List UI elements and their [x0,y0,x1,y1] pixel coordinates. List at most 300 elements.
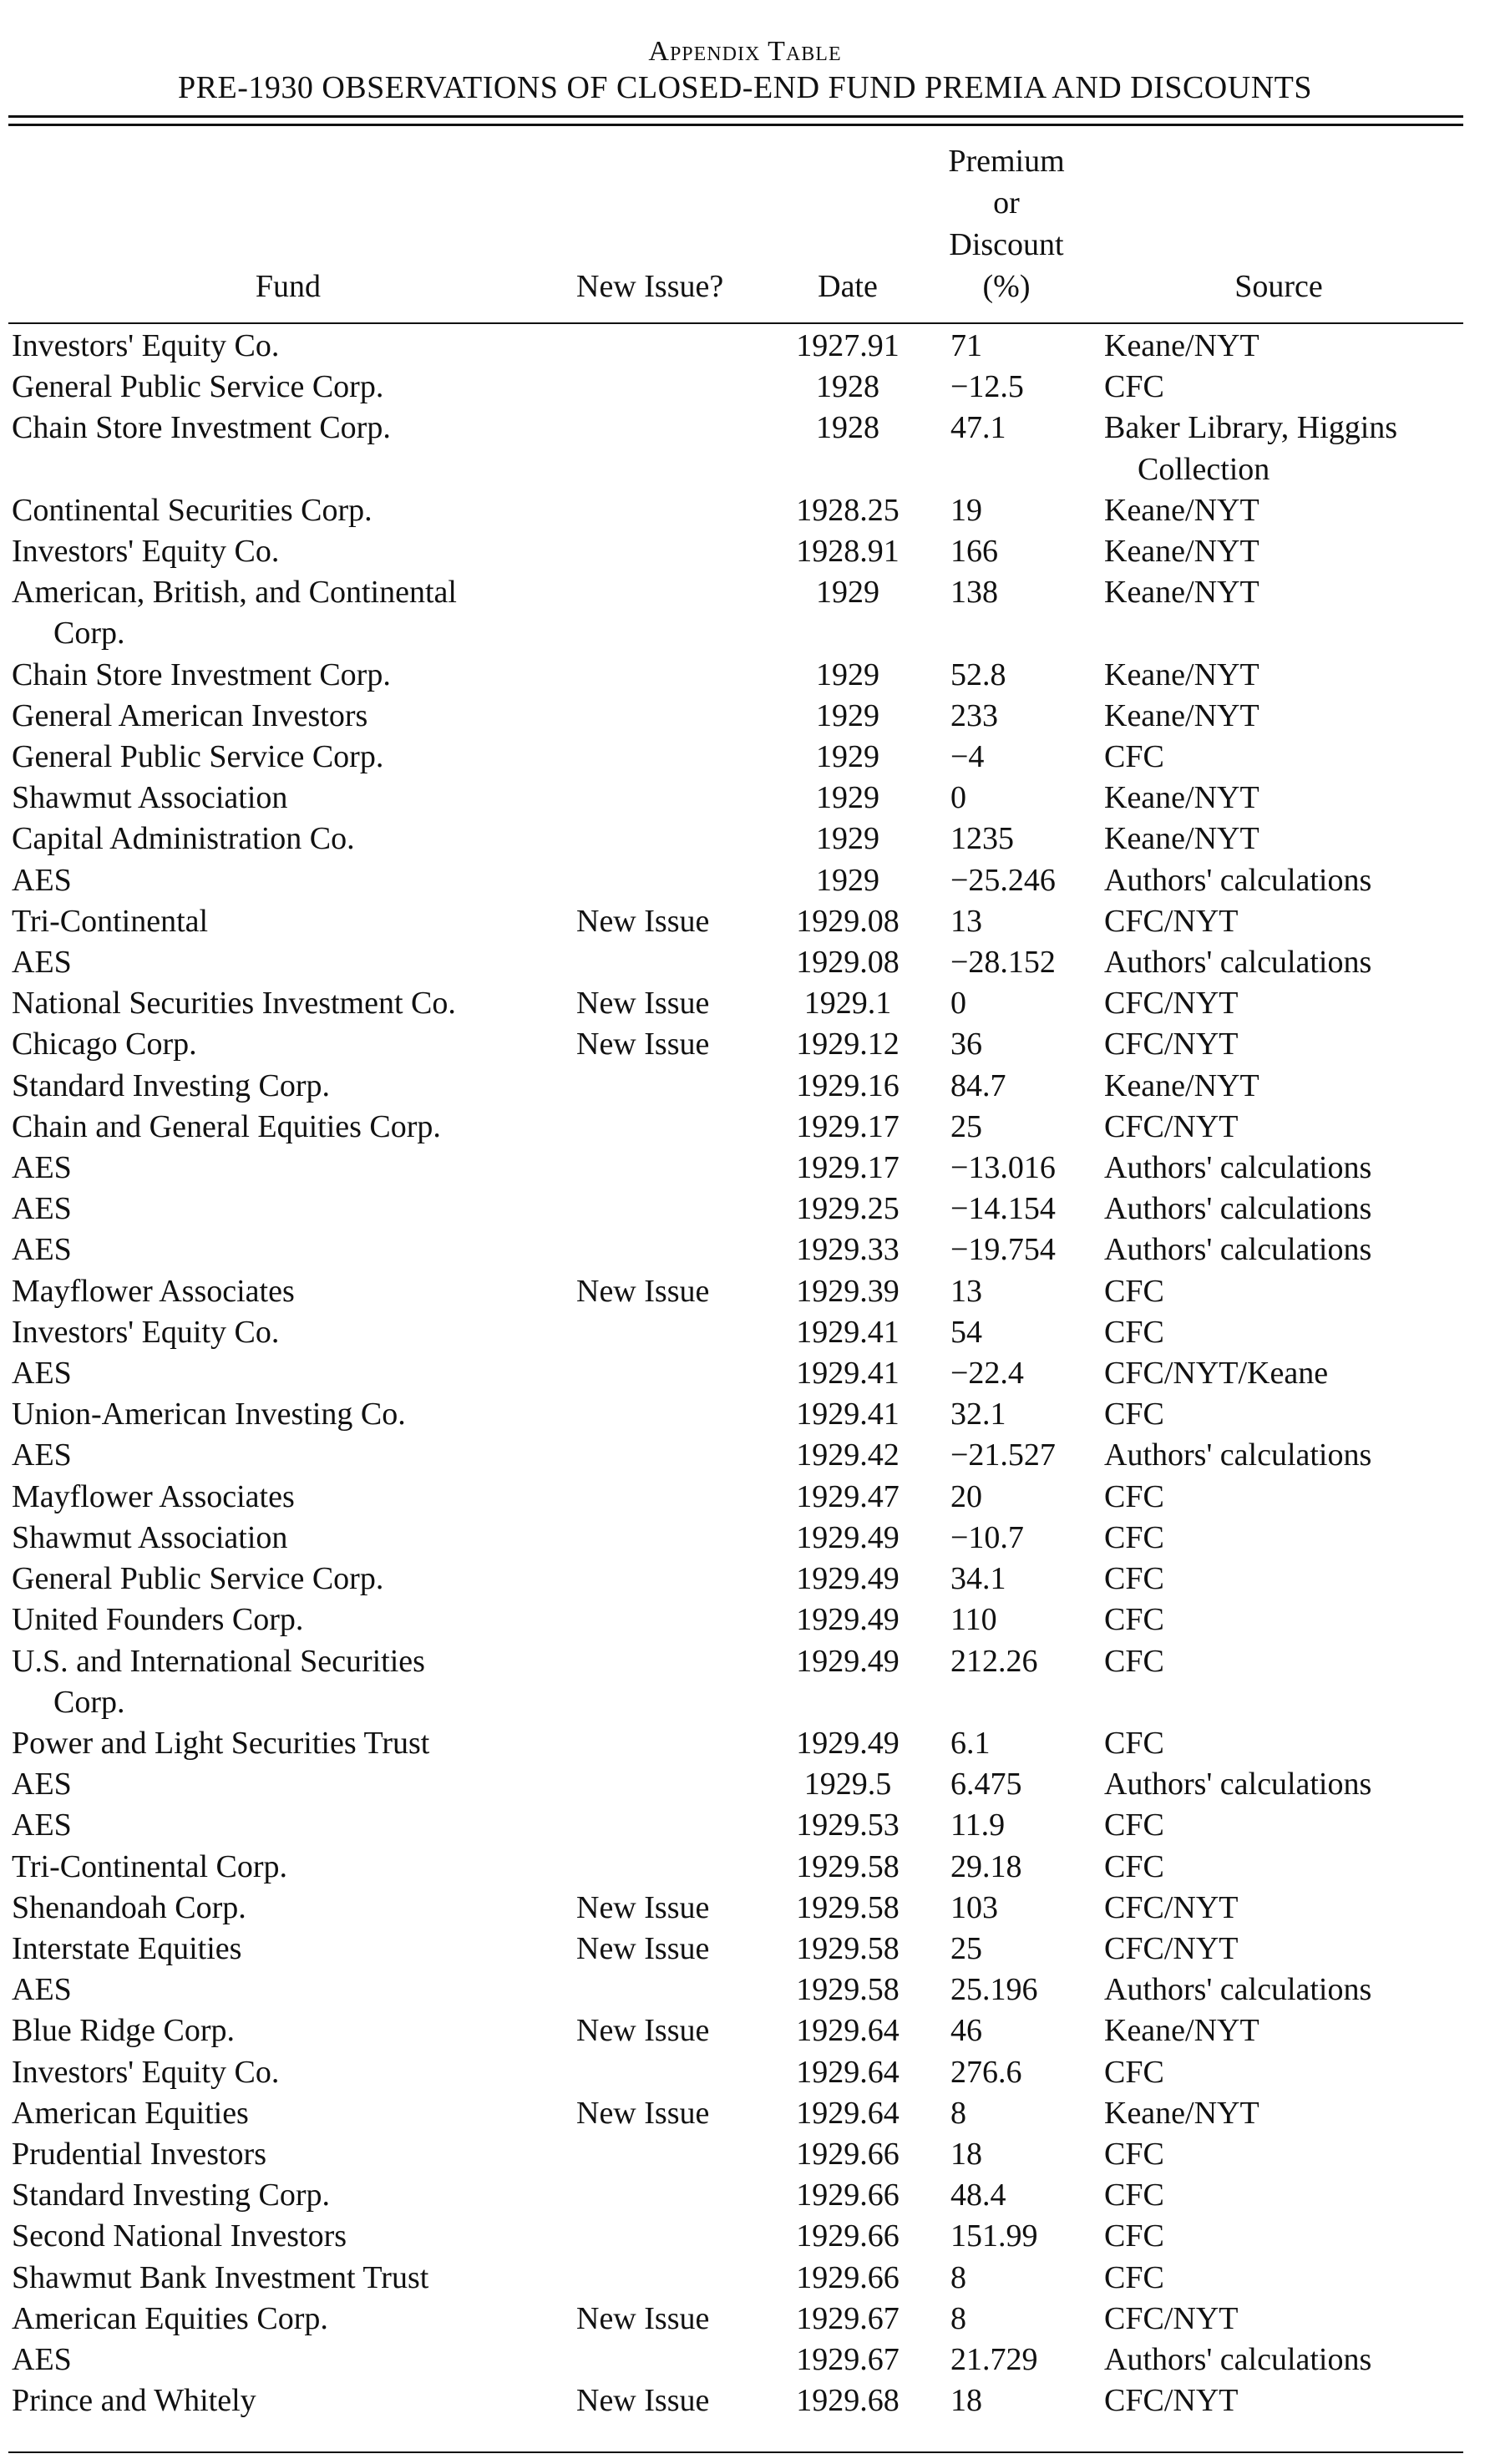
cell-premium: 18 [950,2383,982,2419]
cell-date: 1929 [816,697,879,733]
cell-source [1094,696,1463,737]
table-row [8,1929,1463,1970]
source-text: CFC [1104,2218,1164,2254]
cell-date: 1929.42 [796,1437,900,1473]
cell-premium: 138 [950,575,998,611]
cell-new-issue [568,819,777,859]
cell-date: 1929.41 [796,1356,900,1392]
cell-premium: 13 [950,903,982,939]
cell-date: 1929.49 [796,1561,900,1597]
fund-name: AES [12,1191,72,1227]
source-text: Authors' calculations [1104,1972,1372,2008]
cell-fund [8,2258,568,2299]
fund-name-continuation: Corp. [53,616,125,651]
cell-fund [8,942,568,983]
cell-new-issue [568,1641,777,1723]
cell-date: 1929.1 [803,986,892,1022]
cell-date: 1929.66 [796,2259,900,2295]
source-text: CFC/NYT [1104,1930,1239,1966]
cell-source [1094,2380,1463,2421]
cell-new-issue [568,2216,777,2257]
cell-date: 1929.49 [796,1602,900,1638]
fund-premia-table [8,140,1463,2421]
cell-fund [8,778,568,819]
fund-name: Mayflower Associates [12,1273,295,1309]
cell-fund [8,1394,568,1435]
source-text: CFC [1104,1643,1164,1679]
table-row [8,2216,1463,2257]
cell-source [1094,1847,1463,1888]
cell-fund [8,1559,568,1600]
table-row [8,1970,1463,2010]
source-text: CFC [1104,1314,1164,1350]
cell-premium: 32.1 [950,1397,1006,1432]
cell-date: 1929 [816,657,879,692]
cell-date: 1929 [816,739,879,775]
cell-date: 1928.91 [796,534,900,570]
cell-fund [8,1805,568,1846]
fund-name: Prince and Whitely [12,2383,256,2419]
fund-name: United Founders Corp. [12,1602,304,1638]
cell-new-issue [568,778,777,819]
header-date: Date [818,269,878,304]
fund-name: Shawmut Bank Investment Trust [12,2259,429,2295]
source-text: Authors' calculations [1104,945,1372,981]
cell-fund [8,1477,568,1518]
cell-date: 1929.49 [796,1519,900,1555]
bottom-rule [8,2451,1463,2453]
fund-name: General Public Service Corp. [12,739,384,775]
source-text: CFC [1104,1725,1164,1761]
fund-name: Interstate Equities [12,1930,242,1966]
cell-source [1094,942,1463,983]
cell-fund [8,1518,568,1559]
source-text: Keane/NYT [1104,492,1259,528]
cell-premium: 6.475 [950,1767,1022,1802]
cell-premium: 46 [950,2013,982,2049]
cell-fund [8,901,568,942]
cell-date: 1929 [816,575,879,611]
fund-name: Standard Investing Corp. [12,2178,331,2213]
source-text: CFC/NYT [1104,2300,1239,2336]
cell-date: 1929.08 [796,903,900,939]
source-text: Authors' calculations [1104,1767,1372,1802]
cell-premium: 54 [950,1314,982,1350]
fund-name: General Public Service Corp. [12,369,384,405]
source-text: Authors' calculations [1104,862,1372,898]
cell-fund [8,819,568,859]
cell-fund [8,1600,568,1640]
cell-source [1094,1723,1463,1764]
cell-new-issue [568,2258,777,2299]
cell-date: 1929 [816,780,879,816]
cell-new-issue [568,942,777,983]
fund-name: General Public Service Corp. [12,1561,384,1597]
cell-new-issue [568,1066,777,1107]
cell-premium: 0 [950,986,966,1022]
header-premium [919,140,1094,316]
cell-date: 1929.41 [796,1314,900,1350]
fund-name: AES [12,1807,72,1843]
table-body [8,316,1463,2421]
cell-premium: 21.729 [950,2341,1038,2377]
cell-source [1094,1066,1463,1107]
table-row [8,1600,1463,1640]
cell-premium: 212.26 [950,1643,1038,1679]
cell-new-issue [568,2134,777,2175]
header-row [8,140,1463,316]
cell-premium: 25 [950,1930,982,1966]
fund-name: Blue Ridge Corp. [12,2013,236,2049]
cell-premium: −22.4 [950,1356,1024,1392]
table-row [8,819,1463,859]
cell-new-issue [568,367,777,408]
cell-premium: 71 [950,328,982,363]
cell-source [1094,1805,1463,1846]
source-text: CFC [1104,2054,1164,2090]
source-text: CFC [1104,1602,1164,1638]
cell-new-issue [568,1394,777,1435]
source-text: CFC [1104,1397,1164,1432]
fund-name: Chicago Corp. [12,1027,197,1062]
fund-name: Second National Investors [12,2218,347,2254]
fund-name: Mayflower Associates [12,1478,295,1514]
cell-fund [8,490,568,531]
table-row [8,2380,1463,2421]
table-row [8,1723,1463,1764]
cell-fund [8,1271,568,1312]
cell-source [1094,1107,1463,1148]
cell-new-issue: New Issue [576,2300,710,2336]
source-text: CFC [1104,2178,1164,2213]
cell-date: 1929.66 [796,2178,900,2213]
cell-source [1094,1353,1463,1394]
cell-source [1094,1229,1463,1270]
fund-name: Capital Administration Co. [12,821,355,857]
cell-fund [8,2380,568,2421]
cell-fund [8,1229,568,1270]
cell-source [1094,367,1463,408]
source-text: Authors' calculations [1104,1150,1372,1186]
cell-fund [8,1148,568,1189]
fund-name-continuation: Corp. [53,1684,125,1720]
cell-fund [8,1066,568,1107]
cell-date: 1929.17 [796,1150,900,1186]
cell-premium: 36 [950,1027,982,1062]
header-premium-line4: (%) [982,269,1031,304]
cell-fund [8,2093,568,2134]
cell-premium: −19.754 [950,1232,1056,1268]
cell-new-issue [568,1518,777,1559]
cell-fund [8,1929,568,1970]
cell-source [1094,490,1463,531]
cell-source [1094,2175,1463,2216]
source-text: Baker Library, Higgins [1104,410,1398,446]
cell-fund [8,408,568,489]
table-row [8,2299,1463,2340]
cell-premium: 25.196 [950,1972,1038,2008]
cell-new-issue [568,408,777,489]
cell-date: 1929.41 [796,1397,900,1432]
source-text: Keane/NYT [1104,534,1259,570]
cell-fund [8,2340,568,2380]
fund-name: AES [12,1150,72,1186]
fund-name: Tri-Continental Corp. [12,1848,288,1884]
source-text: Keane/NYT [1104,328,1259,363]
cell-premium: 29.18 [950,1848,1022,1884]
source-text-continuation: Collection [1138,451,1270,487]
cell-new-issue: New Issue [576,2013,710,2049]
cell-premium: 8 [950,2259,966,2295]
cell-date: 1929.12 [796,1027,900,1062]
cell-premium: −4 [950,739,985,775]
table-row [8,1805,1463,1846]
cell-premium: 166 [950,534,998,570]
cell-date: 1929.49 [796,1643,900,1679]
cell-new-issue: New Issue [576,2095,710,2131]
cell-date: 1929.47 [796,1478,900,1514]
cell-fund [8,2010,568,2051]
cell-premium: −21.527 [950,1437,1056,1473]
fund-name: Investors' Equity Co. [12,2054,280,2090]
cell-premium: 1235 [950,821,1014,857]
cell-premium: 48.4 [950,2178,1006,2213]
source-text: Keane/NYT [1104,2013,1259,2049]
header-fund: Fund [255,269,322,304]
source-text: CFC [1104,1478,1164,1514]
cell-premium: −10.7 [950,1519,1024,1555]
table-row [8,1764,1463,1805]
cell-fund [8,1764,568,1805]
table-row [8,1847,1463,1888]
table-row [8,1312,1463,1353]
cell-fund [8,1641,568,1723]
cell-fund [8,737,568,778]
top-double-rule-upper [8,115,1463,118]
cell-date: 1929.17 [796,1108,900,1144]
cell-fund [8,1353,568,1394]
table-row [8,531,1463,572]
cell-new-issue [568,860,777,901]
cell-premium: 47.1 [950,410,1006,446]
cell-fund [8,1107,568,1148]
cell-source [1094,1189,1463,1229]
cell-source [1094,2052,1463,2093]
source-text: CFC/NYT [1104,1108,1239,1144]
cell-new-issue: New Issue [576,986,710,1022]
source-text: Keane/NYT [1104,1067,1259,1103]
cell-new-issue: New Issue [576,1273,710,1309]
table-row [8,2134,1463,2175]
cell-date: 1929 [816,821,879,857]
cell-premium: 151.99 [950,2218,1038,2254]
header-premium-line1: Premium [948,144,1065,179]
cell-fund [8,1723,568,1764]
source-text: CFC/NYT [1104,2383,1239,2419]
cell-premium: 18 [950,2136,982,2172]
cell-date: 1929.5 [803,1767,892,1802]
cell-source [1094,2134,1463,2175]
table-row [8,1888,1463,1929]
table-row [8,942,1463,983]
cell-new-issue [568,1970,777,2010]
cell-premium: 19 [950,492,982,528]
cell-premium: 8 [950,2300,966,2336]
table-row [8,1024,1463,1065]
fund-name: Power and Light Securities Trust [12,1725,430,1761]
fund-name: American Equities [12,2095,249,2131]
cell-source [1094,1024,1463,1065]
cell-new-issue [568,572,777,654]
cell-premium: 13 [950,1273,982,1309]
source-text: Keane/NYT [1104,2095,1259,2131]
cell-date: 1928.25 [796,492,900,528]
source-text: CFC/NYT/Keane [1104,1356,1329,1392]
table-row [8,408,1463,489]
cell-fund [8,1189,568,1229]
table-row [8,1271,1463,1312]
fund-name: Chain and General Equities Corp. [12,1108,441,1144]
cell-date: 1929.66 [796,2218,900,2254]
header-rule [8,322,1463,324]
cell-premium: 6.1 [950,1725,991,1761]
cell-new-issue [568,1312,777,1353]
cell-premium: −25.246 [950,862,1056,898]
cell-premium: 276.6 [950,2054,1022,2090]
cell-new-issue [568,1847,777,1888]
table-row [8,1353,1463,1394]
cell-new-issue [568,531,777,572]
cell-source [1094,2010,1463,2051]
cell-source [1094,2340,1463,2380]
fund-name: AES [12,945,72,981]
fund-name: AES [12,862,72,898]
cell-source [1094,2216,1463,2257]
fund-name: Chain Store Investment Corp. [12,657,391,692]
cell-new-issue: New Issue [576,2383,710,2419]
table-row [8,1518,1463,1559]
cell-premium: 103 [950,1889,998,1925]
table-row [8,1148,1463,1189]
cell-new-issue [568,696,777,737]
cell-new-issue [568,1189,777,1229]
header-premium-line3: Discount [949,227,1064,262]
fund-name: AES [12,1767,72,1802]
cell-fund [8,2175,568,2216]
cell-date: 1929.58 [796,1889,900,1925]
cell-date: 1929.66 [796,2136,900,2172]
table-row [8,1107,1463,1148]
fund-name: Chain Store Investment Corp. [12,410,391,446]
cell-source [1094,983,1463,1024]
table-row [8,1189,1463,1229]
cell-source [1094,778,1463,819]
source-text: CFC/NYT [1104,986,1239,1022]
cell-source [1094,2093,1463,2134]
cell-date: 1928 [816,369,879,405]
cell-source [1094,1929,1463,1970]
source-text: CFC [1104,2136,1164,2172]
cell-fund [8,983,568,1024]
top-double-rule-lower [8,124,1463,126]
cell-source [1094,901,1463,942]
source-text: CFC/NYT [1104,1027,1239,1062]
cell-new-issue [568,1477,777,1518]
cell-source [1094,1559,1463,1600]
cell-fund [8,1312,568,1353]
source-text: Keane/NYT [1104,657,1259,692]
cell-date: 1929.49 [796,1725,900,1761]
table-row [8,1435,1463,1476]
cell-fund [8,860,568,901]
cell-new-issue [568,490,777,531]
cell-source [1094,1435,1463,1476]
cell-source [1094,1641,1463,1723]
cell-new-issue [568,1723,777,1764]
fund-name: AES [12,2341,72,2377]
cell-fund [8,2052,568,2093]
cell-source [1094,2258,1463,2299]
source-text: Keane/NYT [1104,821,1259,857]
fund-name: American Equities Corp. [12,2300,328,2336]
source-text: Keane/NYT [1104,697,1259,733]
table-row [8,1477,1463,1518]
source-text: CFC [1104,1848,1164,1884]
cell-source [1094,655,1463,696]
source-text: Authors' calculations [1104,1437,1372,1473]
fund-name: Tri-Continental [12,903,209,939]
header-new-issue: New Issue? [576,269,724,304]
table-row [8,860,1463,901]
source-text: CFC [1104,1519,1164,1555]
cell-new-issue [568,1229,777,1270]
cell-fund [8,655,568,696]
cell-source [1094,1970,1463,2010]
cell-date: 1929.64 [796,2095,900,2131]
source-text: CFC/NYT [1104,903,1239,939]
table-row [8,1641,1463,1723]
table-row [8,1229,1463,1270]
table-row [8,1394,1463,1435]
table-row [8,1066,1463,1107]
cell-date: 1929.64 [796,2013,900,2049]
cell-source [1094,1394,1463,1435]
table-row [8,2010,1463,2051]
cell-premium: 8 [950,2095,966,2131]
source-text: CFC [1104,2259,1164,2295]
cell-new-issue: New Issue [576,903,710,939]
cell-source [1094,1148,1463,1189]
cell-new-issue [568,1600,777,1640]
cell-fund [8,1435,568,1476]
table-row [8,2175,1463,2216]
cell-new-issue [568,1559,777,1600]
cell-fund [8,696,568,737]
fund-name: Standard Investing Corp. [12,1067,331,1103]
table-row [8,1559,1463,1600]
cell-source [1094,1312,1463,1353]
table-row [8,901,1463,942]
fund-name: AES [12,1232,72,1268]
cell-fund [8,531,568,572]
cell-new-issue: New Issue [576,1027,710,1062]
cell-date: 1929.39 [796,1273,900,1309]
cell-new-issue [568,1148,777,1189]
cell-source [1094,1518,1463,1559]
cell-date: 1929.58 [796,1848,900,1884]
cell-new-issue [568,1107,777,1148]
fund-name: National Securities Investment Co. [12,986,456,1022]
